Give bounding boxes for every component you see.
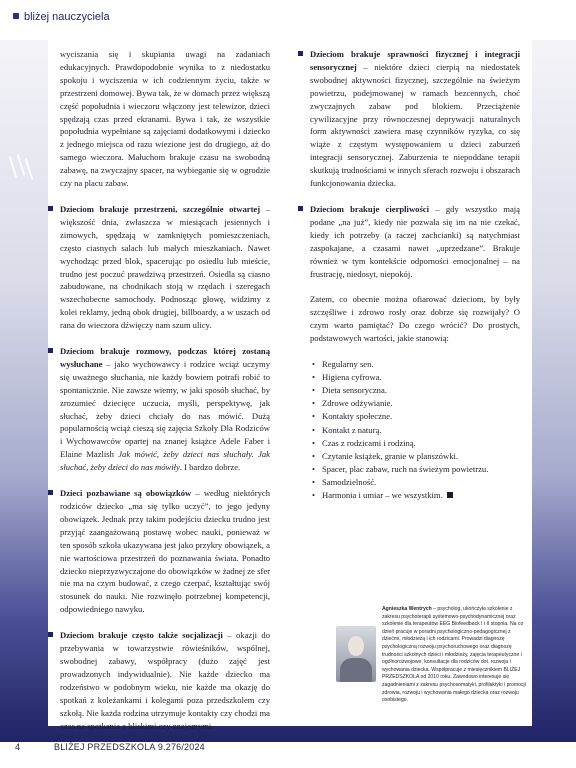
decorative-streaks — [8, 152, 48, 188]
end-square-icon — [447, 492, 453, 498]
bullet-square-icon — [48, 632, 53, 637]
left-column — [60, 48, 270, 745]
bullet-square-icon — [48, 348, 53, 353]
list-item — [60, 487, 270, 616]
author-box — [336, 606, 526, 704]
question-paragraph: Zatem, co obecnie można ofiarować dzieciom, by były szczęśliwe i zdrowo rosły oraz dobrze się rozwijały? O czym warto pamiętać? Do czego wrócić? Do prostych, podstawowych wartości, jakie stanowią: — [310, 294, 520, 344]
item-text-end: . I bardzo dobrze. — [179, 462, 241, 473]
value-item: • Kontakt z naturą. — [322, 424, 520, 437]
list-item — [60, 345, 270, 474]
list-item — [60, 203, 270, 332]
author-bio-text: – psycholog, ukończyła szkolenie z zakresu psychoterapii systemowo-psychodynamicznej oraz szkolenie dla terapeutów EEG Biofeedback I i II stopnia. Na co dzień pracuje w poradni psychologiczno-pedagogicznej z dziećmi, młodzieżą i ich rodzicami. Prowadzi diagnozę psychologiczną rozwoju psychoruchowego oraz diagnozę trudności szkolnych dzieci i młodzieży, zajęcia terapeutyczne i ogólnorozwojowe, konsultacje dla rodziców dot. rozwoju i wychowania dziecka. Współpracuje z miesięcznikiem BLIŻEJ PRZEDSZKOLA od 2010 roku. Zawodowo interesuje się zagadnieniami z zakresu psychosomatyki, profilaktyki i promocji zdrowia, rozwoju i wychowania małego dziecka oraz rozwoju osobistego. — [382, 606, 526, 704]
values-list — [310, 358, 520, 502]
bullet-square-icon — [48, 490, 53, 495]
bullet-square-icon — [48, 206, 53, 211]
value-item: • Czytanie książek, granie w planszówki. — [322, 450, 520, 463]
footer — [0, 742, 576, 768]
value-item-text: Harmonia i umiar – we wszystkim. — [322, 489, 443, 500]
list-item — [310, 48, 520, 190]
photo-head — [348, 636, 364, 656]
book-title: Jak mówić, żeby dzieci nas słuchały. Jak słuchać, żeby dzieci do nas mówiły — [60, 449, 270, 473]
right-column — [310, 48, 520, 502]
item-text: – większość dnia, zwłaszcza w miesiącach jesiennych i zimowych, spędzają w zamkniętych pomieszczeniach, często ciasnych salach lub małych mieszkaniach. Nawet wychodząc przed blok, spacerując po osiedlu lub mieście, trudno jest poczuć prawdziwą przestrzeń. Osiedla są ciasno zabudowane, na chodnikach stoją w rzędach i szeregach wszechobecne samochody. Podnosząc głowę, widzimy z kolei reklamy, jedną obok drugiej, billboardy, a w uszach od rana do wieczora dźwięczy nam szum ulicy. — [60, 203, 270, 331]
author-name: Agnieszka Wentrych — [382, 606, 432, 612]
bullet-square-icon — [298, 206, 303, 211]
author-bio — [382, 606, 526, 705]
item-heading: Dzieciom brakuje przestrzeni, szczególnie otwartej — [60, 203, 261, 214]
section-label-text: bliżej nauczyciela — [24, 11, 110, 23]
bullet-square-icon — [298, 51, 303, 56]
header — [0, 0, 576, 36]
item-text: – według niektórych rodziców dziecko „ma się tylko uczyć”, to jego jedyny obowiązek. Jednak przy takim podejściu dziecku trudno jest przyjąć zaangażowaną postawę wobec nauki, ponieważ w ten sposób szkoła ukazywana jest jako przykry obowiązek, a nie wartościowa przestrzeń do poznawania świata. Ponadto dziecko nieprzyzwyczajone do obowiązków w żadnej ze sfer nie ma na czym budować, z czego czerpać, kształtując swój stosunek do nauki. Nie rozwinęło potrzebnej kompetencji, odpowiedniego nawyku. — [60, 488, 270, 615]
author-photo — [336, 626, 376, 682]
page-number: 4 — [15, 742, 21, 752]
square-icon — [13, 13, 19, 19]
item-text: – niektóre dzieci cierpią na niedostatek swobodnej aktywności fizycznej, szczególnie na świeżym powietrzu, podejmowanej w ramach bezcennych, choć zwyczajnych zabaw pod blokiem. Przeciążenie cywilizacyjne przy równoczesnej deprywacji naturalnych form aktywności zawiera masę czynników ryzyka, co się wiąże z częstym występowaniem u dzieci zaburzeń integracji sensorycznej. Zaburzenia te niepoddane terapii skutkują trudnościami w innych sferach rozwoju i obszarach funkcjonowania dziecka. — [310, 61, 520, 189]
value-item: • Spacer, plac zabaw, ruch na świeżym powietrzu. — [322, 463, 520, 476]
intro-paragraph: wyciszania się i skupiania uwagi na zadaniach edukacyjnych. Prawdopodobnie wynika to z niedostatku spokoju i wyciszenia w ich codziennym życiu, także w przestrzeni domowej. Bywa tak, że w domach przez większą część popołudnia i wieczoru włączony jest telewizor, dzieci spędzają czas przed ekranami. Bywa i tak, że wszystkie popołudnia wypełniane są zajęciami dodatkowymi i dziecko z jednego miejsca od razu wiezione jest do drugiego, aż do samego wieczora. Małuchom brakuje czasu na swobodną zabawę, na zwyczajny spacer, na wybieganie się w ogrodzie czy na placu zabaw. — [60, 49, 270, 189]
item-text: – okazji do przebywania w towarzystwie rówieśników, wspólnej, swobodnej zabawy, współpracy (dużo zajęć jest prowadzonych indywidualnie). Nie każde dziecko ma rodzeństwo w podobnym wieku, nie każde ma okazję do spotkań z koleżankami i kolegami poza przedszkolem czy szkołą. Nie każda rodzina utrzymuje kontakty czy chodzi ma czas na spotkania z bliskimi czy znajomymi. — [60, 630, 270, 731]
value-item: • Regularny sen. — [322, 358, 520, 371]
section-label — [13, 11, 110, 23]
value-item: • Kontakty społeczne. — [322, 410, 520, 423]
item-heading: Dzieciom brakuje często także socjalizacji — [60, 630, 223, 641]
value-item: • Czas z rodzicami i rodziną. — [322, 437, 520, 450]
value-item: • Dieta sensoryczna. — [322, 384, 520, 397]
item-heading: Dzieciom brakuje sprawności fizycznej i integracji sensorycznej — [310, 49, 520, 72]
value-item: • Zdrowe odżywianie. — [322, 397, 520, 410]
article-page — [48, 38, 532, 731]
item-heading: Dzieciom brakuje cierpliwości — [310, 203, 429, 214]
item-heading: Dzieciom brakuje rozmowy, podczas której zostaną wysłuchane — [60, 346, 270, 369]
photo-body — [340, 658, 372, 682]
list-item — [60, 629, 270, 732]
value-item: • Higiena cyfrowa. — [322, 371, 520, 384]
item-text: – jako wychowawcy i rodzice wciąż uczymy się uważnego słuchania, nie każdy bowiem potrafi robić to spontanicznie. Nie zawsze wiemy, w jaki sposób słuchać, by zrozumieć dziecięce uczucia, myśli, perspektywę, jak słuchać, żeby dzieci chciały do nas mówić. Dużą popularnością wciąż cieszą się zajęcia Szkoły Dla Rodziców i Wychowawców opartej na znanej książce Adele Faber i Elaine Mazlish — [60, 358, 270, 460]
publication-name: BLIŻEJ PRZEDSZKOLA 9.276/2024 — [54, 742, 205, 752]
item-heading: Dzieci pozbawiane są obowiązków — [60, 488, 192, 499]
value-item: • Samodzielność. — [322, 476, 520, 489]
list-item — [310, 203, 520, 280]
value-item-last — [322, 489, 520, 502]
item-text: – gdy wszystko mają podane „na już”, kiedy nie pozwala się im na nie czekać, kiedy ich potrzeby (a raczej zachcianki) są natychmiast zaspokajane, a czasami nawet „uprzedzane”. Brakuje również w tym kontekście odporności emocjonalnej – na frustrację, niedosyt, niepokój. — [310, 203, 520, 279]
